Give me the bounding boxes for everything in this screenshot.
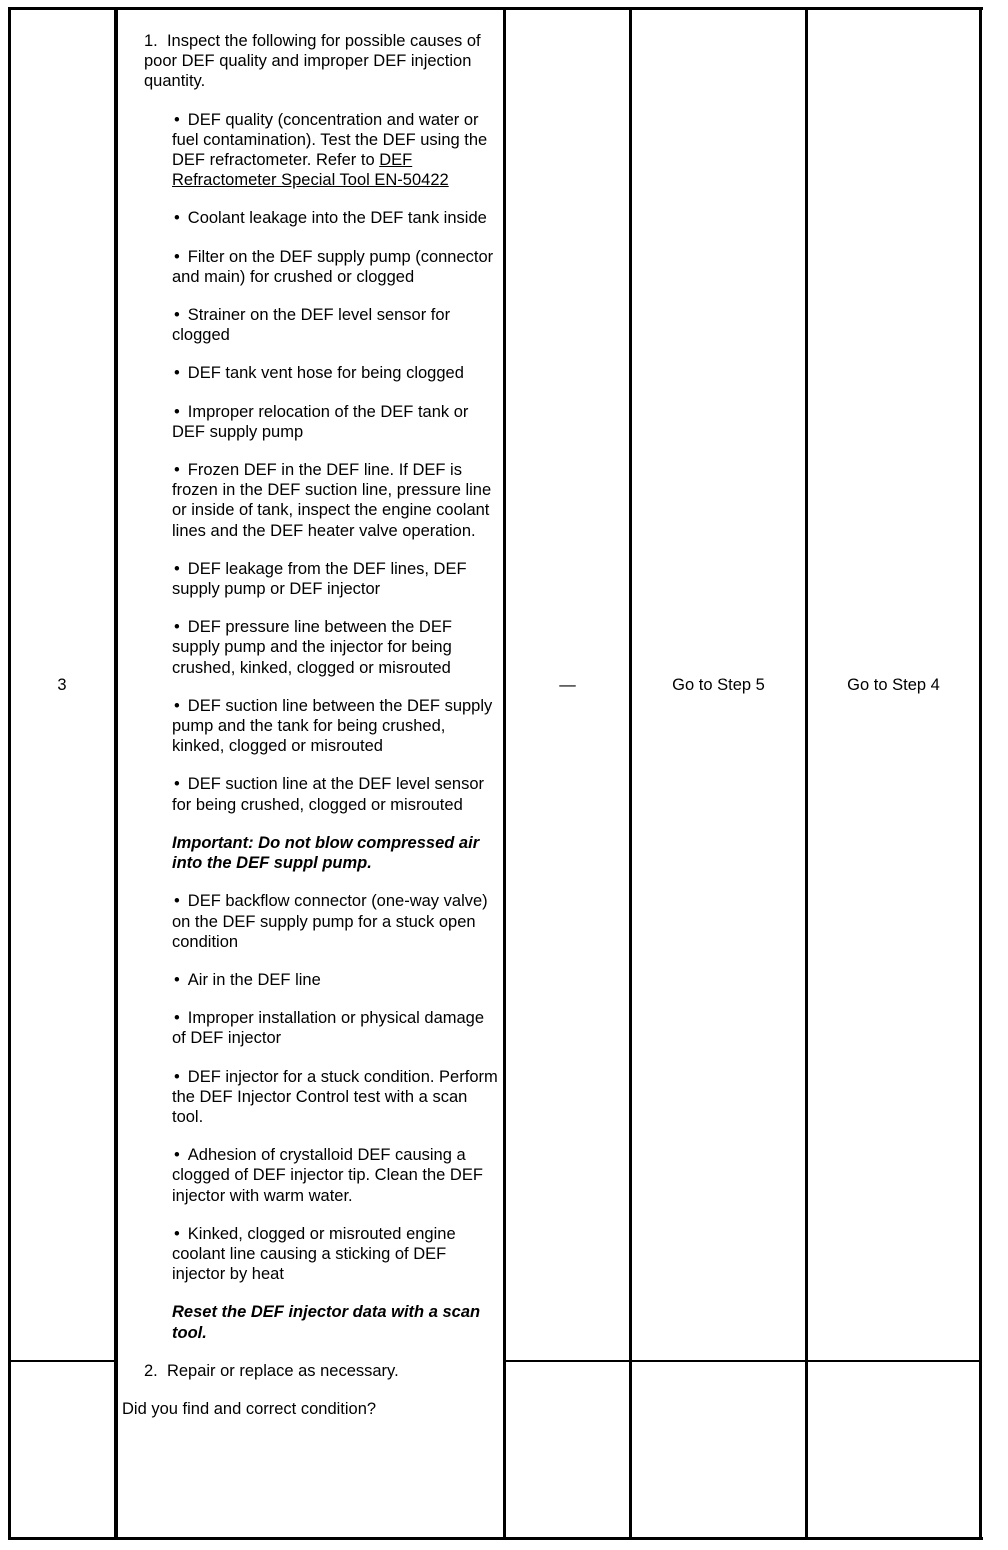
list-item	[120, 696, 500, 757]
table-border-top	[8, 7, 983, 10]
step-2	[120, 1361, 500, 1381]
bullet-icon: •	[174, 559, 180, 578]
table-border-bottom	[8, 1537, 983, 1540]
list-item	[120, 208, 500, 228]
list-item-text: DEF backflow connector (one-way valve) on the DEF supply pump for a stuck open condition	[172, 892, 488, 951]
yes-action: Go to Step 5	[672, 676, 765, 694]
table-border-right	[979, 7, 982, 1540]
reset-note: Reset the DEF injector data with a scan tool.	[172, 1303, 481, 1342]
page-break-line-right	[503, 1360, 982, 1362]
list-item	[120, 774, 500, 814]
no-cell	[808, 675, 979, 695]
important-note: Important: Do not blow compressed air into the DEF suppl pump.	[172, 833, 480, 873]
bullet-icon: •	[174, 402, 180, 421]
step-1-text: Inspect the following for possible causes of poor DEF quality and improper DEF injection quantity.	[144, 32, 481, 91]
bullet-icon: •	[174, 1224, 180, 1243]
list-item-text: DEF pressure line between the DEF supply pump and the injector for being crushed, kinked, clogged or misrouted	[172, 618, 452, 677]
list-item-text: DEF leakage from the DEF lines, DEF supply pump or DEF injector	[172, 559, 467, 599]
list-item	[120, 1008, 500, 1048]
column-divider-1	[114, 7, 118, 1540]
bullet-icon: •	[174, 306, 180, 325]
bullet-icon: •	[174, 1009, 180, 1028]
list-item	[120, 363, 500, 383]
list-item	[120, 110, 500, 191]
list-item	[120, 970, 500, 990]
bullet-icon: •	[174, 1146, 180, 1165]
bullet-icon: •	[174, 970, 180, 989]
step-1-label: 1.	[144, 32, 158, 50]
step-2-text: Repair or replace as necessary.	[166, 1361, 399, 1380]
no-action: Go to Step 4	[847, 676, 940, 694]
list-item-text: Filter on the DEF supply pump (connector and main) for crushed or clogged	[172, 247, 494, 286]
bullet-icon: •	[174, 364, 180, 383]
bullet-icon: •	[174, 775, 180, 794]
step-1	[120, 31, 500, 92]
list-item-text: Air in the DEF line	[187, 970, 321, 989]
value-cell	[506, 675, 629, 695]
list-item-text: Improper installation or physical damage of DEF injector	[172, 1009, 485, 1048]
bullet-icon: •	[174, 110, 180, 129]
column-divider-2	[503, 7, 506, 1540]
list-item-text: DEF quality (concentration and water or fuel contamination). Test the DEF using the DEF refractometer. Refer to	[172, 110, 488, 170]
list-item-text: DEF tank vent hose for being clogged	[187, 364, 464, 383]
list-item	[120, 559, 500, 599]
bullet-list	[120, 208, 500, 814]
list-item-text: Improper relocation of the DEF tank or DEF supply pump	[172, 402, 469, 441]
list-item	[120, 247, 500, 287]
list-item-text: Frozen DEF in the DEF line. If DEF is frozen in the DEF suction line, pressure line or inside of tank, inspect the engine coolant lines and the DEF heater valve operation.	[172, 461, 492, 540]
list-item	[120, 891, 500, 952]
list-item	[120, 1067, 500, 1128]
step-number-cell	[10, 675, 114, 695]
step-2-label: 2.	[144, 1361, 158, 1380]
action-cell	[120, 31, 500, 1419]
bullet-icon: •	[174, 696, 180, 715]
step-number: 3	[57, 676, 67, 694]
list-item-text: Strainer on the DEF level sensor for clogged	[172, 306, 451, 345]
list-item	[120, 402, 500, 442]
list-item-text: Kinked, clogged or misrouted engine coolant line causing a sticking of DEF injector by heat	[172, 1224, 456, 1284]
bullet-icon: •	[174, 618, 180, 637]
bullet-icon: •	[174, 1067, 180, 1086]
refractometer-link[interactable]: DEF Refractometer Special Tool EN-50422	[172, 151, 449, 190]
list-item	[120, 617, 500, 678]
column-divider-4	[805, 7, 808, 1540]
bullet-icon: •	[174, 209, 180, 228]
list-item	[120, 1224, 500, 1285]
list-item-text: DEF injector for a stuck condition. Perform the DEF Injector Control test with a scan tool.	[172, 1067, 498, 1126]
list-item-text: Adhesion of crystalloid DEF causing a clogged of DEF injector tip. Clean the DEF injector with warm water.	[172, 1146, 483, 1205]
table-border-left	[8, 7, 11, 1540]
bullet-icon: •	[174, 247, 180, 266]
list-item-text: Coolant leakage into the DEF tank inside	[187, 209, 487, 228]
column-divider-3	[629, 7, 632, 1540]
list-item	[120, 1145, 500, 1206]
bullet-list-2	[120, 891, 500, 1284]
list-item	[120, 305, 500, 345]
list-item-text: DEF suction line between the DEF supply pump and the tank for being crushed, kinked, clogged or misrouted	[172, 696, 493, 756]
value-dash: —	[559, 676, 576, 694]
bullet-icon: •	[174, 461, 180, 480]
list-item-text: DEF suction line at the DEF level sensor for being crushed, clogged or misrouted	[172, 775, 484, 814]
yes-cell	[632, 675, 805, 695]
bullet-icon: •	[174, 892, 180, 911]
list-item	[120, 460, 500, 541]
page-break-line-left	[8, 1360, 116, 1362]
question-text: Did you find and correct condition?	[122, 1399, 377, 1418]
